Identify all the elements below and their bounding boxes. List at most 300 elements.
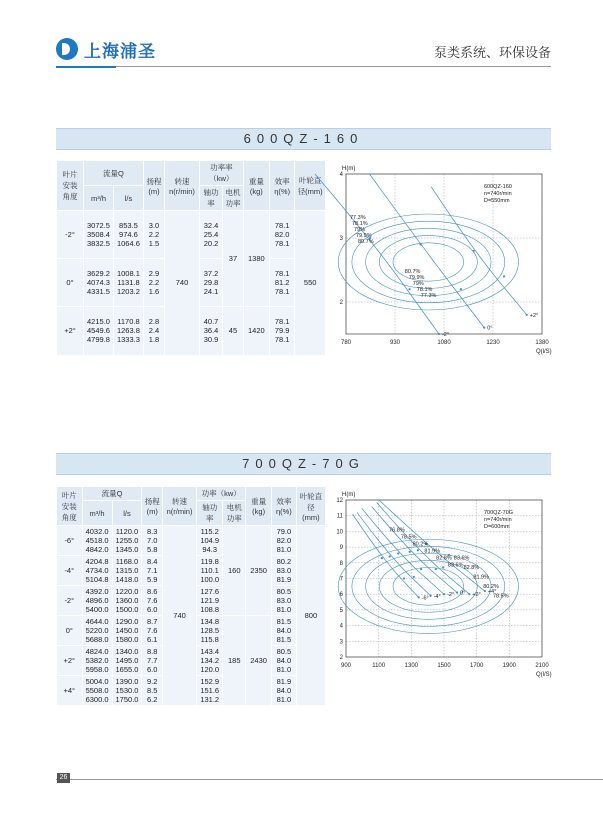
col-head: 扬程(m) <box>142 487 163 526</box>
model-title-1: 600QZ-160 <box>56 128 551 150</box>
efficiency-label: 82.8% <box>463 565 480 572</box>
efficiency-label: 81.9% <box>473 574 490 581</box>
data-point <box>483 327 485 329</box>
angle-cell: +4° <box>57 676 83 706</box>
flow-ls-cell <box>112 646 142 676</box>
weight-cell: 1380 <box>243 211 269 307</box>
flow-m3h-cell-value: 4824.0 <box>85 647 109 656</box>
eff-cell-value: 79.0 <box>276 527 292 536</box>
flow-ls-cell <box>112 676 142 706</box>
head-cell-value: 8.4 <box>147 557 158 566</box>
flow-ls-cell <box>112 616 142 646</box>
x-tick-label: 930 <box>389 340 401 346</box>
shaft-power-cell-value: 37.2 <box>203 269 219 278</box>
flow-ls-cell-value: 1390.0 <box>115 677 139 686</box>
angle-cell: +2° <box>57 646 83 676</box>
shaft-power-cell <box>199 307 222 355</box>
x-axis-label: Q(l/S) <box>536 672 552 678</box>
efficiency-label: 78.5% <box>493 593 509 600</box>
data-point <box>438 333 440 335</box>
col-angle: 叶片安装角度 <box>57 487 83 526</box>
series-line <box>377 503 470 595</box>
eff-cell <box>269 307 294 355</box>
efficiency-label: 80.2% <box>483 583 499 590</box>
flow-ls-cell <box>112 526 142 556</box>
shaft-power-cell <box>197 556 223 586</box>
header-divider <box>56 66 551 67</box>
x-tick-label: 1900 <box>502 663 517 669</box>
shaft-power-cell-value: 121.9 <box>200 596 220 605</box>
col-weight: 重量(kg) <box>246 487 272 526</box>
x-tick-label: 2100 <box>535 663 549 669</box>
head-cell-value: 7.0 <box>147 536 158 545</box>
flow-ls-cell-value: 1120.0 <box>115 527 139 536</box>
efficiency-contour <box>366 228 491 295</box>
motor-power-cell: 160 <box>223 526 246 616</box>
eff-cell-value: 79.9 <box>274 326 290 336</box>
col-flow: 流量Q <box>82 487 142 501</box>
col-shaft-power: 轴功率 <box>199 186 222 211</box>
y-tick-label: 11 <box>336 513 343 520</box>
col-speed: 转速n(r/min) <box>165 161 200 211</box>
y-tick-label: 3 <box>339 236 343 242</box>
eff-cell-value: 83.0 <box>276 566 292 575</box>
eff-cell-value: 78.1 <box>274 239 290 248</box>
chart-note: 600QZ-160 <box>484 184 512 190</box>
flow-ls-cell-value: 1131.8 <box>117 278 140 287</box>
flow-ls-cell-value: 1220.0 <box>115 587 139 596</box>
flow-ls-cell-value: 1530.0 <box>115 686 139 695</box>
flow-m3h-cell-value: 5220.0 <box>85 626 109 635</box>
eff-cell-value: 80.5 <box>276 647 292 656</box>
data-point <box>408 288 410 290</box>
y-tick-label: 8 <box>339 560 343 567</box>
col-speed: 转速n(r/min) <box>162 487 196 526</box>
eff-cell-value: 82.0 <box>276 536 292 545</box>
shaft-power-cell <box>197 676 223 706</box>
efficiency-label: 77.3% <box>420 293 437 300</box>
flow-ls-cell-value: 1315.0 <box>115 566 139 575</box>
flow-m3h-cell-value: 4215.0 <box>87 317 110 327</box>
eff-cell-value: 81.2 <box>274 278 290 287</box>
head-cell-value: 7.1 <box>147 566 158 575</box>
flow-ls-cell-value: 1655.0 <box>115 665 139 674</box>
head-cell-value: 6.0 <box>147 665 158 674</box>
data-point <box>435 568 437 570</box>
head-cell <box>142 646 163 676</box>
x-tick-label: 1700 <box>469 663 484 669</box>
head-cell <box>143 259 164 307</box>
head-cell-value: 1.6 <box>148 287 160 296</box>
head-cell <box>143 211 164 259</box>
col-dia: 叶轮直径(mm) <box>296 487 325 526</box>
series-label: +2° <box>529 312 539 319</box>
shaft-power-cell-value: 104.9 <box>200 536 220 545</box>
series-label: -6° <box>421 595 429 602</box>
flow-ls-cell-value: 974.6 <box>119 230 138 239</box>
eff-cell-value: 81.0 <box>276 545 292 554</box>
y-tick-label: 2 <box>339 300 343 306</box>
x-tick-label: 1300 <box>404 663 419 669</box>
y-tick-label: 12 <box>336 498 343 504</box>
flow-m3h-cell-value: 5508.0 <box>85 686 109 695</box>
x-axis-label: Q(l/S) <box>536 349 552 355</box>
flow-m3h-cell-value: 4734.0 <box>85 566 109 575</box>
flow-ls-cell-value: 1500.0 <box>115 605 139 614</box>
x-tick-label: 1500 <box>437 663 451 669</box>
flow-ls-cell-value: 1255.0 <box>115 536 139 545</box>
flow-m3h-cell <box>82 586 112 616</box>
data-point <box>403 577 405 579</box>
shaft-power-cell-value: 25.4 <box>203 230 219 239</box>
eff-cell-value: 84.0 <box>276 626 292 635</box>
eff-cell-value: 81.0 <box>276 665 292 674</box>
shaft-power-cell <box>199 259 222 307</box>
shaft-power-cell-value: 115.2 <box>200 527 219 536</box>
head-cell-value: 7.6 <box>147 596 158 605</box>
eff-cell-value: 81.0 <box>276 695 292 704</box>
head-cell-value: 8.7 <box>147 617 158 626</box>
flow-ls-cell-value: 1495.0 <box>115 656 139 665</box>
weight-cell: 2350 <box>246 526 272 616</box>
eff-cell-value: 81.0 <box>276 605 292 614</box>
shaft-power-cell-value: 127.6 <box>200 587 220 596</box>
flow-m3h-cell-value: 5004.0 <box>85 677 109 686</box>
performance-chart-2 <box>332 486 554 678</box>
efficiency-label: 79% <box>354 226 366 233</box>
model-title-2: 700QZ-70G <box>56 453 551 475</box>
flow-ls-cell-value: 1345.0 <box>115 545 139 554</box>
y-tick-label: 5 <box>339 607 343 614</box>
series-label: 0° <box>487 325 493 332</box>
data-point <box>484 590 486 592</box>
eff-cell-value: 80.2 <box>276 557 292 566</box>
head-cell-value: 6.2 <box>147 695 158 704</box>
efficiency-label: 76.8% <box>389 527 405 534</box>
x-tick-label: 1380 <box>535 340 549 346</box>
x-tick-label: 900 <box>340 663 352 669</box>
flow-m3h-cell <box>82 556 112 586</box>
shaft-power-cell-value: 30.9 <box>203 335 219 345</box>
head-cell-value: 2.4 <box>148 326 160 336</box>
flow-ls-cell-value: 1008.1 <box>116 269 140 278</box>
flow-ls-cell <box>112 586 142 616</box>
shaft-power-cell-value: 94.3 <box>202 545 218 554</box>
efficiency-label: 79.9% <box>408 275 425 282</box>
efficiency-label: 83.6% <box>447 562 464 569</box>
x-tick-label: 1080 <box>437 340 451 346</box>
chart-note: n=740r/min <box>484 191 512 197</box>
eff-cell <box>271 676 296 706</box>
shaft-power-cell-value: 120.0 <box>200 665 220 674</box>
data-point <box>420 568 422 570</box>
shaft-power-cell-value: 108.8 <box>200 605 220 614</box>
head-cell-value: 2.2 <box>148 278 160 287</box>
series-line <box>353 514 419 597</box>
data-point <box>442 566 444 568</box>
eff-cell-value: 80.5 <box>276 587 292 596</box>
efficiency-contour <box>393 243 464 281</box>
data-point <box>456 592 458 594</box>
shaft-power-cell <box>197 646 223 676</box>
eff-cell-value: 78.1 <box>274 287 290 296</box>
dia-cell: 550 <box>295 211 326 355</box>
series-label: -2° <box>441 332 450 338</box>
flow-ls-cell-value: 1168.0 <box>115 557 139 566</box>
efficiency-label: 77.3% <box>350 214 366 221</box>
motor-power-cell: 45 <box>223 307 244 355</box>
col-flow-m3h: m³/h <box>82 501 112 526</box>
flow-ls-cell-value: 1203.2 <box>116 287 140 296</box>
eff-cell <box>271 616 296 646</box>
flow-ls-cell <box>112 556 142 586</box>
flow-m3h-cell <box>82 616 112 646</box>
motor-power-cell: 185 <box>223 616 246 706</box>
shaft-power-cell-value: 100.0 <box>200 575 220 584</box>
efficiency-label: 78.1% <box>352 220 368 227</box>
col-motor-power: 电机功率 <box>223 501 246 526</box>
series-label: +4° <box>487 589 497 596</box>
head-cell-value: 1.5 <box>148 239 160 248</box>
eff-cell-value: 84.0 <box>276 656 292 665</box>
efficiency-label: 80.7% <box>358 238 374 245</box>
shaft-power-cell-value: 134.8 <box>200 617 220 626</box>
efficiency-label: 80.2% <box>412 541 429 548</box>
flow-ls-cell-value: 1340.0 <box>115 647 139 656</box>
header-accent <box>56 66 116 68</box>
shaft-power-cell-value: 29.8 <box>203 278 219 287</box>
eff-cell-value: 78.1 <box>274 335 290 345</box>
head-cell-value: 2.9 <box>148 269 160 278</box>
flow-m3h-cell-value: 4074.3 <box>87 278 110 287</box>
flow-m3h-cell <box>82 526 112 556</box>
flow-ls-cell-value: 1750.0 <box>115 695 139 704</box>
data-point <box>418 596 420 598</box>
flow-m3h-cell-value: 5382.0 <box>85 656 109 665</box>
flow-ls-cell <box>113 211 143 259</box>
flow-m3h-cell <box>82 676 112 706</box>
efficiency-label: 82.8% <box>436 555 452 562</box>
table-row <box>57 526 326 556</box>
shaft-power-cell-value: 128.5 <box>200 626 220 635</box>
head-cell-value: 3.0 <box>148 221 160 230</box>
col-flow: 流量Q <box>84 161 144 186</box>
flow-m3h-cell <box>84 307 114 355</box>
data-point <box>397 552 399 554</box>
col-eff: 效率η(%) <box>269 161 294 211</box>
eff-cell <box>271 586 296 616</box>
shaft-power-cell-value: 143.4 <box>200 647 220 656</box>
company-name: 上海浦圣 <box>84 41 156 61</box>
series-line <box>379 500 485 591</box>
eff-cell-value: 83.0 <box>276 596 292 605</box>
col-flow-ls: l/s <box>112 501 142 526</box>
shaft-power-cell-value: 134.2 <box>200 656 220 665</box>
eff-cell-value: 84.0 <box>276 686 292 695</box>
y-axis-label: H(m) <box>342 166 356 172</box>
shaft-power-cell <box>199 211 222 259</box>
flow-ls-cell-value: 1360.0 <box>115 596 139 605</box>
efficiency-label: 79% <box>412 281 424 288</box>
y-tick-label: 10 <box>336 529 343 536</box>
data-point <box>526 314 528 316</box>
flow-m3h-cell-value: 3072.5 <box>87 221 110 230</box>
chart-note: D=600mm <box>484 524 510 530</box>
flow-m3h-cell-value: 5688.0 <box>85 635 109 644</box>
flow-m3h-cell-value: 3629.2 <box>87 269 110 278</box>
flow-ls-cell-value: 853.5 <box>119 221 138 230</box>
eff-cell <box>271 646 296 676</box>
data-point <box>468 593 470 595</box>
flow-m3h-cell-value: 5104.8 <box>85 575 109 584</box>
col-weight: 重量(kg) <box>243 161 269 211</box>
eff-cell <box>269 211 294 259</box>
series-label: -4° <box>433 593 441 600</box>
eff-cell-value: 78.1 <box>274 317 290 327</box>
shaft-power-cell-value: 119.8 <box>200 557 219 566</box>
table-row <box>57 211 326 259</box>
eff-cell-value: 82.0 <box>274 230 290 239</box>
performance-table-2 <box>56 486 326 705</box>
performance-table-1 <box>56 160 326 355</box>
logo-icon <box>56 38 78 60</box>
flow-ls-cell-value: 1170.8 <box>117 317 140 327</box>
flow-ls-cell-value: 1263.8 <box>116 326 140 336</box>
y-tick-label: 6 <box>339 592 343 599</box>
shaft-power-cell-value: 115.8 <box>200 635 219 644</box>
col-motor-power: 电机功率 <box>223 186 244 211</box>
flow-m3h-cell-value: 4896.0 <box>85 596 109 605</box>
series-label: +2° <box>472 592 481 599</box>
page-number: 26 <box>57 773 70 783</box>
shaft-power-cell <box>197 526 223 556</box>
eff-cell-value: 81.9 <box>276 677 292 686</box>
head-cell-value: 8.5 <box>147 686 158 695</box>
head-cell <box>142 526 163 556</box>
head-cell-value: 8.3 <box>147 527 158 536</box>
head-cell <box>142 676 163 706</box>
head-cell-value: 8.8 <box>147 647 158 656</box>
series-label: -2° <box>447 592 455 599</box>
flow-m3h-cell-value: 4799.8 <box>87 335 110 345</box>
flow-m3h-cell <box>84 259 114 307</box>
flow-ls-cell-value: 1064.6 <box>116 239 140 248</box>
angle-cell: 0° <box>57 259 84 307</box>
eff-cell <box>269 259 294 307</box>
head-cell-value: 6.1 <box>147 635 158 644</box>
flow-m3h-cell-value: 6300.0 <box>85 695 109 704</box>
series-line <box>357 513 431 596</box>
speed-cell: 740 <box>165 211 200 355</box>
x-tick-label: 780 <box>340 340 352 346</box>
flow-ls-cell-value: 1580.0 <box>115 635 139 644</box>
flow-m3h-cell-value: 3832.5 <box>87 239 110 248</box>
flow-m3h-cell-value: 5958.0 <box>85 665 109 674</box>
data-point <box>443 593 445 595</box>
efficiency-label: 79.9% <box>356 232 372 239</box>
shaft-power-cell-value: 151.6 <box>200 686 220 695</box>
data-point <box>503 275 505 277</box>
col-eff: 效率η(%) <box>271 487 296 526</box>
shaft-power-cell-value: 40.7 <box>203 317 219 327</box>
angle-cell: 0° <box>57 616 83 646</box>
y-tick-label: 9 <box>339 545 343 552</box>
flow-m3h-cell-value: 4549.6 <box>87 326 110 336</box>
col-flow-m3h: m³/h <box>84 186 114 211</box>
y-tick-label: 3 <box>339 639 343 646</box>
weight-cell: 1420 <box>243 307 269 355</box>
col-head: 扬程(m) <box>143 161 164 211</box>
series-label: 0° <box>460 590 466 597</box>
efficiency-label: 81.9% <box>424 548 441 555</box>
angle-cell: -2° <box>57 211 84 259</box>
shaft-power-cell-value: 20.2 <box>203 239 219 248</box>
shaft-power-cell-value: 152.9 <box>200 677 220 686</box>
flow-ls-cell-value: 1418.0 <box>115 575 139 584</box>
head-cell <box>142 616 163 646</box>
head-cell-value: 8.6 <box>147 587 158 596</box>
efficiency-label: 80.7% <box>404 269 421 276</box>
shaft-power-cell-value: 32.4 <box>203 221 219 230</box>
y-tick-label: 4 <box>339 623 343 630</box>
chart-note: D=550mm <box>484 198 510 204</box>
data-point <box>381 557 383 559</box>
y-tick-label: 7 <box>339 576 343 583</box>
data-point <box>419 243 421 245</box>
data-point <box>417 549 419 551</box>
flow-m3h-cell-value: 4644.0 <box>85 617 109 626</box>
flow-ls-cell-value: 1333.3 <box>116 335 140 345</box>
shaft-power-cell <box>197 616 223 646</box>
series-line <box>372 507 457 593</box>
head-cell-value: 5.9 <box>147 575 158 584</box>
weight-cell: 2430 <box>246 616 272 706</box>
chart-note: 700QZ-70G <box>484 510 514 516</box>
chart-note: n=740r/min <box>484 517 512 523</box>
x-tick-label: 1230 <box>486 340 500 346</box>
efficiency-label: 78.5% <box>400 534 417 541</box>
performance-chart-1 <box>332 160 554 365</box>
motor-power-cell: 37 <box>223 211 244 307</box>
y-tick-label: 2 <box>339 655 343 661</box>
efficiency-contour <box>379 236 477 289</box>
efficiency-label: 83.6% <box>453 555 470 562</box>
flow-m3h-cell-value: 4032.0 <box>85 527 109 536</box>
head-cell-value: 1.8 <box>148 335 160 345</box>
y-tick-label: 4 <box>339 172 343 178</box>
col-power: 功率率（kw） <box>199 161 243 186</box>
col-flow-ls: l/s <box>113 186 143 211</box>
data-point <box>389 555 391 557</box>
angle-cell: +2° <box>57 307 84 355</box>
x-tick-label: 1100 <box>372 663 386 669</box>
shaft-power-cell-value: 36.4 <box>203 326 219 336</box>
eff-cell-value: 78.1 <box>274 221 290 230</box>
speed-cell: 740 <box>162 526 196 706</box>
head-cell <box>142 556 163 586</box>
angle-cell: -6° <box>57 526 83 556</box>
flow-m3h-cell-value: 4204.8 <box>85 557 109 566</box>
flow-m3h-cell-value: 4842.0 <box>85 545 109 554</box>
col-angle: 叶片安装角度 <box>57 161 84 211</box>
head-cell <box>143 307 164 355</box>
flow-ls-cell <box>113 259 143 307</box>
y-axis-label: H(m) <box>342 492 356 498</box>
shaft-power-cell-value: 110.1 <box>200 566 219 575</box>
flow-m3h-cell-value: 4392.0 <box>85 587 109 596</box>
data-point <box>413 576 415 578</box>
flow-m3h-cell-value: 3508.4 <box>87 230 110 239</box>
